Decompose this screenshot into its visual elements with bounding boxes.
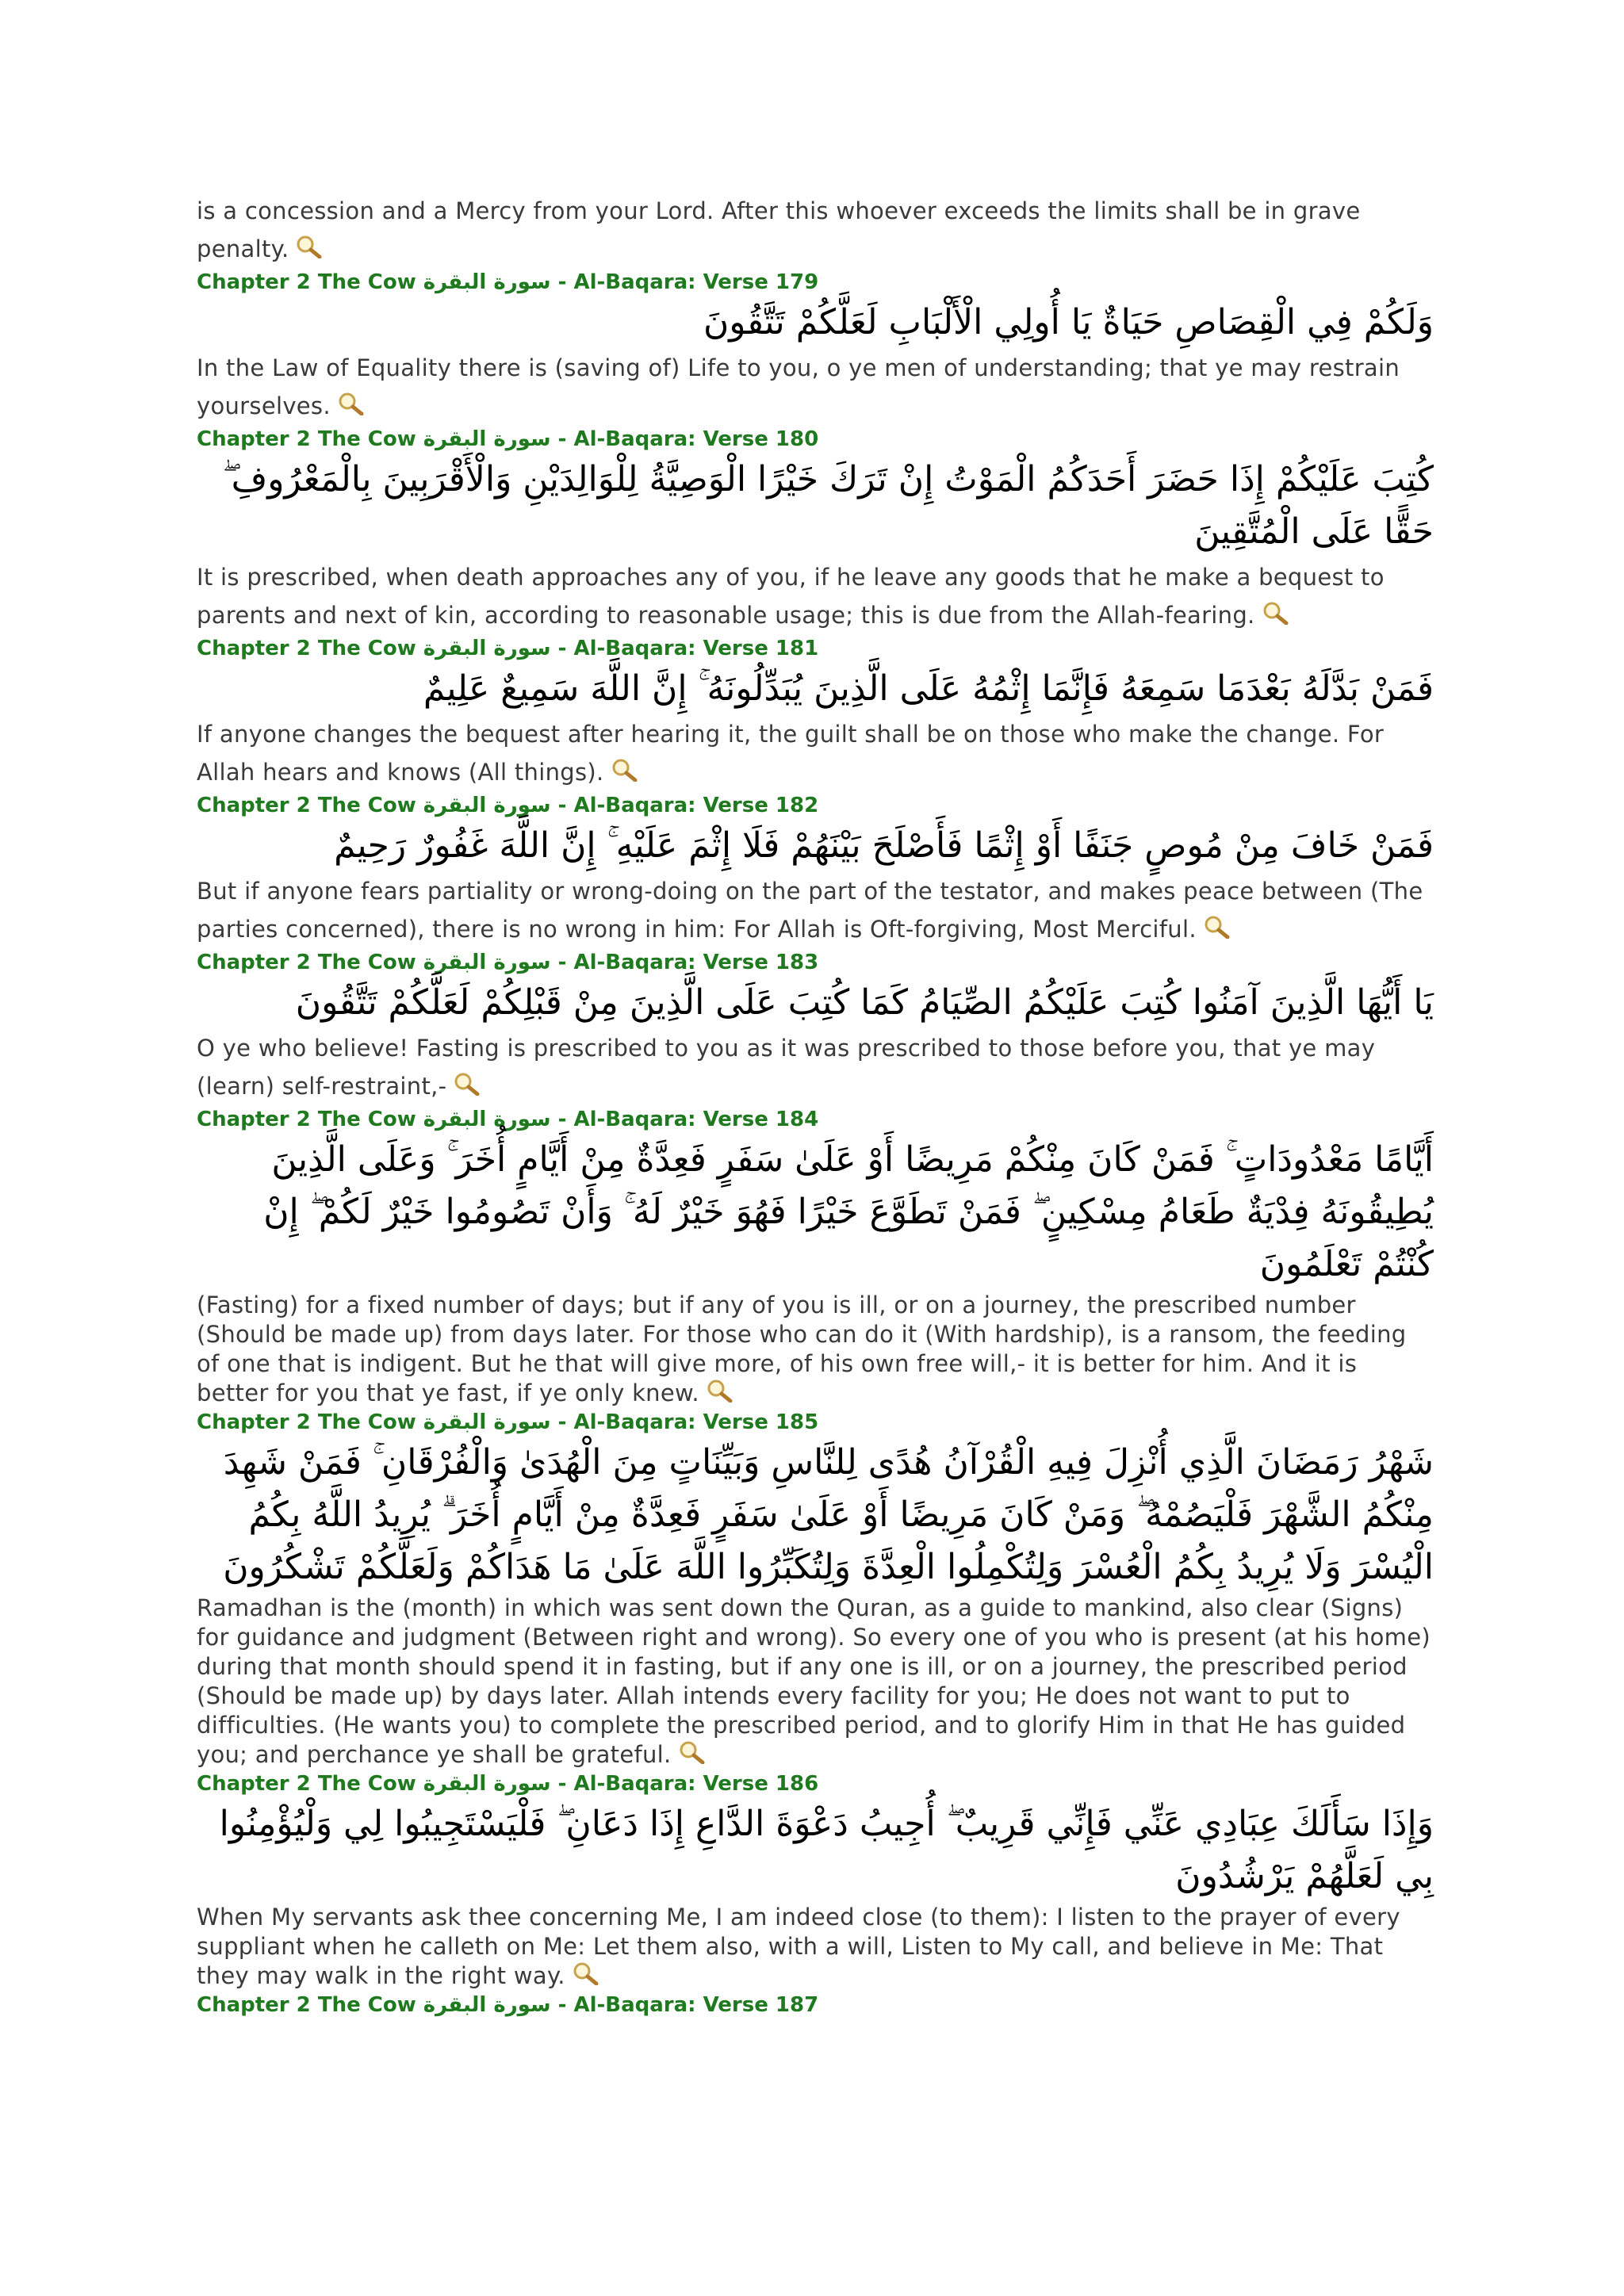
heading-arabic: سورة البقرة (423, 951, 551, 974)
heading-prefix: Chapter 2 The Cow (197, 1410, 423, 1434)
magnifier-icon[interactable] (572, 1961, 599, 1985)
magnifier-icon[interactable] (1203, 915, 1230, 939)
verse-heading (197, 791, 1434, 820)
verse-heading (197, 1105, 1434, 1134)
verse-heading (197, 948, 1434, 977)
heading-suffix: - Al-Baqara: Verse 186 (550, 1772, 819, 1796)
arabic-verse-text: يَا أَيُّهَا الَّذِينَ آمَنُوا كُتِبَ عَلَيْكُمُ الصِّيَامُ كَمَا كُتِبَ عَلَى الَّذِينَ مِنْ قَبْلِكُمْ لَعَلَّكُمْ تَتَّقُونَ (295, 982, 1434, 1023)
arabic-verse-text: شَهْرُ رَمَضَانَ الَّذِي أُنْزِلَ فِيهِ الْقُرْآنُ هُدًى لِلنَّاسِ وَبَيِّنَاتٍ مِنَ الْهُدَىٰ وَالْفُرْقَانِ ۚ فَمَنْ شَهِدَ مِنْكُمُ الشَّهْرَ فَلْيَصُمْهُ ۖ وَمَنْ كَانَ مَرِيضًا أَوْ عَلَىٰ سَفَرٍ فَعِدَّةٌ مِنْ أَيَّامٍ أُخَرَ ۗ يُرِيدُ اللَّهُ بِكُمُ الْيُسْرَ وَلَا يُرِيدُ بِكُمُ الْعُسْرَ وَلِتُكْمِلُوا الْعِدَّةَ وَلِتُكَبِّرُوا اللَّهَ عَلَىٰ مَا هَدَاكُمْ وَلَعَلَّكُمْ تَشْكُرُونَ (223, 1442, 1434, 1587)
verse-translation (197, 1903, 1434, 1991)
intro-translation (197, 192, 1434, 268)
translation-text: (Fasting) for a fixed number of days; but if any of you is ill, or on a journey, the prescribed number (Should be made up) from days later. For those who can do it (With hardship), is a ransom, the feeding of one that is indigent. But he that will give more, of his own free will,- it is better for him. And it is better for you that ye fast, if ye only knew. (197, 1292, 1407, 1406)
verse-translation (197, 1594, 1434, 1770)
heading-prefix: Chapter 2 The Cow (197, 270, 423, 294)
document-page (197, 192, 1434, 2019)
heading-suffix: - Al-Baqara: Verse 187 (550, 1993, 819, 2017)
arabic-verse-text: فَمَنْ خَافَ مِنْ مُوصٍ جَنَفًا أَوْ إِثْمًا فَأَصْلَحَ بَيْنَهُمْ فَلَا إِثْمَ عَلَيْهِ ۚ إِنَّ اللَّهَ غَفُورٌ رَحِيمٌ (334, 825, 1434, 866)
verse-185 (197, 1408, 1434, 1770)
heading-prefix: Chapter 2 The Cow (197, 427, 423, 451)
arabic-verse-text: فَمَنْ بَدَّلَهُ بَعْدَمَا سَمِعَهُ فَإِنَّمَا إِثْمُهُ عَلَى الَّذِينَ يُبَدِّلُونَهُ ۚ إِنَّ اللَّهَ سَمِيعٌ عَلِيمٌ (423, 668, 1434, 709)
heading-suffix: - Al-Baqara: Verse 182 (550, 794, 819, 817)
magnifier-icon[interactable] (706, 1379, 733, 1402)
verse-heading (197, 425, 1434, 453)
translation-text: Ramadhan is the (month) in which was sent down the Quran, as a guide to mankind, also clear (Signs) for guidance and judgment (Between right and wrong). So every one of you who is present (at his home) during that month should spend it in fasting, but if any one is ill, or on a journey, the prescribed period (Should be made up) by days later. Allah intends every facility for you; He does not want to put to difficulties. (He wants you) to complete the prescribed period, and to glorify Him in that He has guided you; and perchance ye shall be grateful. (197, 1594, 1431, 1768)
heading-arabic: سورة البقرة (423, 637, 551, 660)
heading-suffix: - Al-Baqara: Verse 181 (550, 637, 819, 660)
arabic-verse-text: أَيَّامًا مَعْدُودَاتٍ ۚ فَمَنْ كَانَ مِنْكُمْ مَرِيضًا أَوْ عَلَىٰ سَفَرٍ فَعِدَّةٌ مِنْ أَيَّامٍ أُخَرَ ۚ وَعَلَى الَّذِينَ يُطِيقُونَهُ فِدْيَةٌ طَعَامُ مِسْكِينٍ ۖ فَمَنْ تَطَوَّعَ خَيْرًا فَهُوَ خَيْرٌ لَهُ ۚ وَأَنْ تَصُومُوا خَيْرٌ لَكُمْ ۖ إِنْ كُنْتُمْ تَعْلَمُونَ (263, 1139, 1434, 1284)
arabic-verse-text: وَإِذَا سَأَلَكَ عِبَادِي عَنِّي فَإِنِّي قَرِيبٌ ۖ أُجِيبُ دَعْوَةَ الدَّاعِ إِذَا دَعَانِ ۖ فَلْيَسْتَجِيبُوا لِي وَلْيُؤْمِنُوا بِي لَعَلَّهُمْ يَرْشُدُونَ (219, 1804, 1434, 1896)
heading-arabic: سورة البقرة (423, 427, 551, 451)
heading-suffix: - Al-Baqara: Verse 185 (550, 1410, 819, 1434)
heading-prefix: Chapter 2 The Cow (197, 637, 423, 660)
verse-186 (197, 1770, 1434, 1991)
heading-prefix: Chapter 2 The Cow (197, 1993, 423, 2017)
heading-arabic: سورة البقرة (423, 1772, 551, 1796)
magnifier-icon[interactable] (295, 235, 322, 258)
heading-arabic: سورة البقرة (423, 1410, 551, 1434)
heading-arabic: سورة البقرة (423, 794, 551, 817)
translation-text: When My servants ask thee concerning Me, I am indeed close (to them): I listen to the prayer of every suppliant when he calleth on Me: Let them also, with a will, Listen to My call, and believe in Me: That they may walk in the right way. (197, 1904, 1400, 1989)
verse-183 (197, 948, 1434, 1105)
verse-translation (197, 715, 1434, 791)
translation-text: O ye who believe! Fasting is prescribed to you as it was prescribed to those before you, that ye may (learn) self-restraint,- (197, 1035, 1376, 1100)
verse-179 (197, 268, 1434, 425)
magnifier-icon[interactable] (611, 758, 638, 782)
verse-181 (197, 634, 1434, 791)
heading-suffix: - Al-Baqara: Verse 183 (550, 951, 819, 974)
magnifier-icon[interactable] (1262, 601, 1289, 625)
verse-translation (197, 1291, 1434, 1408)
verse-heading-187 (197, 1991, 1434, 2019)
verse-translation (197, 1029, 1434, 1105)
magnifier-icon[interactable] (453, 1072, 480, 1096)
heading-prefix: Chapter 2 The Cow (197, 1108, 423, 1131)
heading-prefix: Chapter 2 The Cow (197, 1772, 423, 1796)
intro-text: is a concession and a Mercy from your Lord. After this whoever exceeds the limits shall be in grave penalty. (197, 197, 1361, 262)
verse-182 (197, 791, 1434, 948)
heading-arabic: سورة البقرة (423, 1993, 551, 2017)
heading-prefix: Chapter 2 The Cow (197, 951, 423, 974)
heading-arabic: سورة البقرة (423, 1108, 551, 1131)
heading-suffix: - Al-Baqara: Verse 180 (550, 427, 819, 451)
verse-180 (197, 425, 1434, 634)
verse-translation (197, 558, 1434, 634)
translation-text: If anyone changes the bequest after hearing it, the guilt shall be on those who make the change. For Allah hears and knows (All things). (197, 721, 1385, 786)
verse-heading (197, 634, 1434, 663)
magnifier-icon[interactable] (337, 392, 364, 415)
heading-suffix: - Al-Baqara: Verse 184 (550, 1108, 819, 1131)
magnifier-icon[interactable] (678, 1740, 705, 1764)
heading-arabic: سورة البقرة (423, 270, 551, 294)
translation-text: In the Law of Equality there is (saving of) Life to you, o ye men of understanding; that ye may restrain yourselves. (197, 354, 1400, 419)
verse-heading (197, 1408, 1434, 1437)
translation-text: It is prescribed, when death approaches any of you, if he leave any goods that he make a bequest to parents and next of kin, according to reasonable usage; this is due from the Allah-fearing. (197, 564, 1385, 629)
verse-heading (197, 1770, 1434, 1798)
translation-text: But if anyone fears partiality or wrong-doing on the part of the testator, and makes peace between (The parties concerned), there is no wrong in him: For Allah is Oft-forgiving, Most Merciful. (197, 878, 1423, 943)
arabic-verse-text: كُتِبَ عَلَيْكُمْ إِذَا حَضَرَ أَحَدَكُمُ الْمَوْتُ إِنْ تَرَكَ خَيْرًا الْوَصِيَّةُ لِلْوَالِدَيْنِ وَالْأَقْرَبِينَ بِالْمَعْرُوفِ ۖ حَقًّا عَلَى الْمُتَّقِينَ (222, 459, 1434, 552)
verse-translation (197, 872, 1434, 948)
heading-prefix: Chapter 2 The Cow (197, 794, 423, 817)
verse-translation (197, 349, 1434, 425)
verse-heading (197, 268, 1434, 297)
heading-suffix: - Al-Baqara: Verse 179 (550, 270, 819, 294)
verse-184 (197, 1105, 1434, 1408)
arabic-verse-text: وَلَكُمْ فِي الْقِصَاصِ حَيَاةٌ يَا أُولِي الْأَلْبَابِ لَعَلَّكُمْ تَتَّقُونَ (703, 302, 1434, 342)
